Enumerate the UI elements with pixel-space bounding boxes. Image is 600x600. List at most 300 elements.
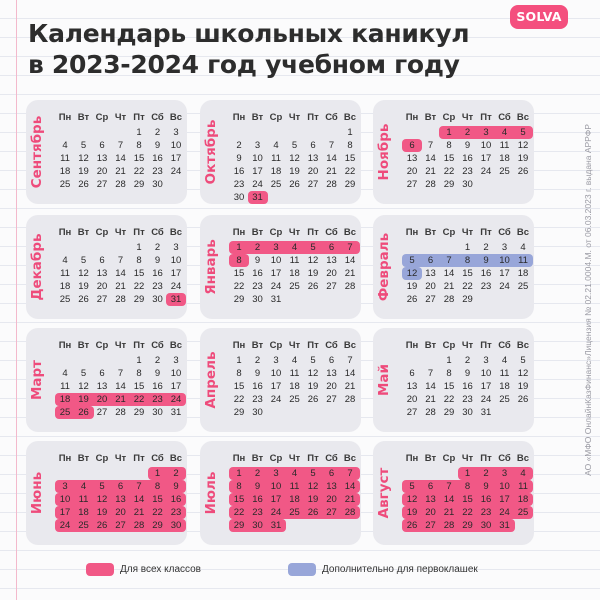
- day-cell: 23: [462, 394, 473, 405]
- day-cell: 22: [133, 281, 145, 292]
- day-cell: 6: [99, 368, 105, 379]
- day-cell: 31: [270, 520, 282, 531]
- weekday-header: Пт: [480, 227, 492, 238]
- month-card: [26, 215, 187, 319]
- weekday-header: Пн: [405, 112, 419, 123]
- day-cell: 14: [344, 368, 356, 379]
- month-card: [373, 100, 534, 204]
- month-card: [26, 100, 187, 204]
- day-cell: 15: [462, 268, 473, 279]
- day-cell: 14: [344, 255, 356, 266]
- day-cell: 20: [326, 494, 337, 505]
- day-cell: 8: [236, 481, 242, 492]
- weekday-header: Чт: [114, 112, 127, 123]
- day-cell: 6: [99, 255, 105, 266]
- day-cell: 19: [517, 381, 529, 392]
- day-cell: 25: [499, 394, 510, 405]
- day-cell: 8: [236, 368, 242, 379]
- day-cell: 21: [443, 281, 455, 292]
- day-cell: 16: [152, 268, 163, 279]
- day-cell: 22: [443, 166, 455, 177]
- day-cell: 13: [96, 268, 108, 279]
- month-name-label: Май: [376, 363, 392, 397]
- day-cell: 30: [252, 520, 263, 531]
- day-cell: 9: [154, 368, 161, 379]
- weekday-header: Вс: [516, 112, 530, 123]
- day-cell: 10: [499, 255, 510, 266]
- weekday-header: Вс: [169, 227, 183, 238]
- day-cell: 22: [344, 166, 356, 177]
- weekday-header: Чт: [114, 453, 127, 464]
- day-cell: 12: [307, 368, 319, 379]
- day-cell: 31: [170, 294, 182, 305]
- day-cell: 27: [326, 281, 337, 292]
- day-cell: 20: [96, 281, 108, 292]
- day-cell: 24: [270, 281, 282, 292]
- day-cell: 28: [443, 520, 455, 531]
- day-cell: 30: [480, 520, 492, 531]
- weekday-header: Пн: [58, 453, 72, 464]
- day-cell: 7: [117, 255, 124, 266]
- day-cell: 22: [462, 507, 473, 518]
- day-cell: 5: [99, 481, 105, 492]
- day-cell: 17: [270, 381, 282, 392]
- weekday-header: Вт: [77, 227, 90, 238]
- day-cell: 1: [236, 468, 242, 479]
- weekday-header: Вс: [516, 227, 530, 238]
- day-cell: 8: [446, 368, 452, 379]
- day-cell: 22: [462, 281, 473, 292]
- day-cell: 26: [96, 520, 108, 531]
- day-cell: 16: [252, 381, 263, 392]
- day-cell: 11: [78, 494, 89, 505]
- day-cell: 27: [96, 179, 108, 190]
- day-cell: 10: [59, 494, 71, 505]
- day-cell: 1: [464, 242, 471, 253]
- day-cell: 11: [60, 268, 70, 279]
- day-cell: 17: [170, 153, 182, 164]
- weekday-header: Пт: [133, 227, 145, 238]
- day-cell: 20: [326, 268, 337, 279]
- day-cell: 19: [307, 381, 319, 392]
- day-cell: 11: [289, 368, 300, 379]
- weekday-header: Пн: [58, 227, 72, 238]
- day-cell: 14: [425, 153, 436, 164]
- weekday-header: Ср: [269, 340, 283, 351]
- weekday-header: Пт: [480, 340, 492, 351]
- day-cell: 15: [443, 153, 455, 164]
- weekday-header: Ср: [95, 227, 109, 238]
- day-cell: 1: [347, 127, 353, 138]
- day-cell: 10: [270, 481, 282, 492]
- day-cell: 29: [233, 294, 245, 305]
- day-cell: 11: [289, 481, 300, 492]
- day-cell: 7: [136, 481, 142, 492]
- day-cell: 3: [173, 242, 179, 253]
- day-cell: 17: [59, 507, 71, 518]
- day-cell: 12: [78, 268, 89, 279]
- day-cell: 11: [499, 368, 510, 379]
- legend-pink-swatch: [86, 563, 114, 576]
- weekday-header: Ср: [269, 227, 283, 238]
- weekday-header: Вт: [251, 227, 264, 238]
- day-cell: 14: [344, 481, 356, 492]
- day-cell: 7: [328, 140, 335, 151]
- day-cell: 22: [443, 394, 455, 405]
- weekday-header: Пт: [307, 340, 319, 351]
- day-cell: 25: [289, 507, 300, 518]
- day-cell: 25: [289, 394, 300, 405]
- day-cell: 23: [233, 179, 245, 190]
- day-cell: 20: [326, 381, 337, 392]
- day-cell: 30: [252, 294, 263, 305]
- day-cell: 28: [425, 407, 436, 418]
- day-cell: 18: [59, 166, 71, 177]
- month-name-label: Март: [29, 359, 45, 401]
- legend-first-graders-label: Дополнительно для первоклашек: [322, 564, 478, 575]
- day-cell: 3: [273, 468, 279, 479]
- day-cell: 5: [520, 355, 526, 366]
- day-cell: 16: [152, 153, 163, 164]
- day-cell: 31: [499, 520, 510, 531]
- day-cell: 13: [96, 153, 108, 164]
- day-cell: 4: [273, 140, 279, 151]
- day-cell: 9: [483, 481, 489, 492]
- day-cell: 19: [307, 494, 319, 505]
- day-cell: 29: [133, 407, 145, 418]
- day-cell: 25: [517, 281, 529, 292]
- day-cell: 19: [78, 281, 89, 292]
- weekday-header: Чт: [114, 340, 127, 351]
- day-cell: 6: [328, 242, 335, 253]
- day-cell: 8: [136, 368, 142, 379]
- day-cell: 25: [59, 407, 71, 418]
- weekday-header: Сб: [151, 340, 164, 351]
- weekday-header: Сб: [325, 227, 338, 238]
- day-cell: 11: [60, 153, 70, 164]
- day-cell: 23: [252, 507, 263, 518]
- day-cell: 24: [59, 520, 71, 531]
- day-cell: 15: [462, 494, 473, 505]
- day-cell: 16: [233, 166, 245, 177]
- day-cell: 23: [480, 507, 492, 518]
- month-card: [373, 215, 534, 319]
- day-cell: 19: [78, 166, 89, 177]
- day-cell: 4: [62, 368, 68, 379]
- day-cell: 13: [96, 381, 108, 392]
- day-cell: 7: [427, 140, 434, 151]
- weekday-header: Ср: [442, 453, 456, 464]
- month-name-label: Декабрь: [29, 233, 45, 301]
- day-cell: 12: [406, 494, 418, 505]
- weekday-header: Чт: [288, 112, 301, 123]
- weekday-header: Вс: [516, 340, 530, 351]
- month-card: [26, 328, 187, 432]
- month-card: [200, 100, 361, 204]
- day-cell: 15: [133, 381, 145, 392]
- day-cell: 14: [133, 494, 145, 505]
- day-cell: 17: [170, 381, 182, 392]
- day-cell: 6: [328, 468, 335, 479]
- month-name-label: Февраль: [376, 232, 392, 302]
- day-cell: 8: [464, 481, 471, 492]
- weekday-header: Вт: [424, 227, 437, 238]
- day-cell: 9: [464, 368, 471, 379]
- day-cell: 4: [520, 468, 526, 479]
- weekday-header: Ср: [442, 112, 456, 123]
- day-cell: 14: [443, 268, 455, 279]
- day-cell: 23: [252, 281, 263, 292]
- day-cell: 30: [462, 179, 473, 190]
- day-cell: 20: [115, 507, 126, 518]
- day-cell: 29: [152, 520, 163, 531]
- day-cell: 4: [80, 481, 87, 492]
- weekday-header: Вт: [77, 340, 90, 351]
- day-cell: 5: [80, 368, 87, 379]
- month-name-label: Август: [376, 467, 392, 519]
- day-cell: 20: [307, 166, 319, 177]
- day-cell: 3: [254, 140, 261, 151]
- day-cell: 2: [464, 127, 471, 138]
- weekday-header: Пт: [133, 112, 145, 123]
- day-cell: 23: [170, 507, 182, 518]
- day-cell: 4: [62, 140, 68, 151]
- day-cell: 27: [115, 520, 126, 531]
- day-cell: 19: [307, 268, 319, 279]
- day-cell: 8: [136, 140, 142, 151]
- day-cell: 3: [273, 355, 279, 366]
- day-cell: 29: [462, 294, 473, 305]
- day-cell: 26: [406, 294, 418, 305]
- day-cell: 13: [425, 268, 436, 279]
- weekday-header: Сб: [498, 453, 511, 464]
- day-cell: 21: [344, 494, 356, 505]
- day-cell: 24: [499, 507, 510, 518]
- day-cell: 6: [427, 481, 434, 492]
- day-cell: 22: [152, 507, 163, 518]
- day-cell: 19: [406, 281, 418, 292]
- day-cell: 13: [406, 381, 418, 392]
- day-cell: 5: [291, 140, 298, 151]
- day-cell: 22: [233, 394, 245, 405]
- day-cell: 13: [115, 494, 126, 505]
- day-cell: 12: [78, 381, 89, 392]
- weekday-header: Пн: [232, 112, 246, 123]
- day-cell: 12: [307, 255, 319, 266]
- day-cell: 27: [307, 179, 319, 190]
- day-cell: 24: [170, 281, 182, 292]
- day-cell: 23: [480, 281, 492, 292]
- weekday-header: Вт: [424, 112, 437, 123]
- day-cell: 23: [252, 394, 263, 405]
- day-cell: 5: [409, 255, 415, 266]
- day-cell: 23: [152, 281, 163, 292]
- day-cell: 27: [96, 407, 108, 418]
- month-card: [373, 441, 534, 545]
- day-cell: 1: [236, 242, 242, 253]
- day-cell: 2: [254, 242, 261, 253]
- day-cell: 25: [289, 281, 300, 292]
- day-cell: 15: [133, 268, 145, 279]
- month-name-label: Октябрь: [203, 119, 219, 185]
- day-cell: 6: [310, 140, 316, 151]
- day-cell: 26: [307, 507, 319, 518]
- weekday-header: Вс: [169, 112, 183, 123]
- day-cell: 30: [252, 407, 263, 418]
- weekday-header: Вс: [343, 453, 357, 464]
- day-cell: 25: [499, 166, 510, 177]
- day-cell: 16: [480, 494, 492, 505]
- weekday-header: Пн: [232, 340, 246, 351]
- day-cell: 3: [273, 242, 279, 253]
- day-cell: 23: [152, 394, 163, 405]
- weekday-header: Пт: [133, 453, 145, 464]
- day-cell: 16: [152, 381, 163, 392]
- weekday-header: Вт: [424, 340, 437, 351]
- weekday-header: Вт: [251, 112, 264, 123]
- day-cell: 16: [480, 268, 492, 279]
- weekday-header: Вс: [169, 340, 183, 351]
- day-cell: 9: [254, 481, 261, 492]
- day-cell: 15: [443, 381, 455, 392]
- day-cell: 12: [406, 268, 418, 279]
- day-cell: 1: [446, 127, 452, 138]
- day-cell: 17: [499, 268, 510, 279]
- day-cell: 30: [152, 294, 163, 305]
- weekday-header: Чт: [288, 340, 301, 351]
- day-cell: 31: [170, 407, 182, 418]
- month-card: [200, 215, 361, 319]
- day-cell: 18: [289, 381, 300, 392]
- weekday-header: Чт: [288, 227, 301, 238]
- day-cell: 9: [464, 140, 471, 151]
- day-cell: 22: [133, 166, 145, 177]
- month-name-label: Сентябрь: [29, 115, 45, 189]
- day-cell: 27: [326, 394, 337, 405]
- day-cell: 24: [170, 166, 182, 177]
- weekday-header: Пн: [405, 227, 419, 238]
- day-cell: 5: [310, 355, 316, 366]
- day-cell: 14: [443, 494, 455, 505]
- page-title: [28, 18, 469, 80]
- day-cell: 8: [154, 481, 161, 492]
- month-name-label: Июль: [203, 471, 219, 515]
- day-cell: 11: [60, 381, 70, 392]
- day-cell: 28: [344, 281, 356, 292]
- weekday-header: Пн: [405, 340, 419, 351]
- day-cell: 24: [480, 394, 492, 405]
- day-cell: 17: [252, 166, 263, 177]
- day-cell: 2: [483, 468, 489, 479]
- day-cell: 26: [517, 166, 529, 177]
- day-cell: 19: [96, 507, 108, 518]
- day-cell: 15: [233, 494, 245, 505]
- weekday-header: Вс: [343, 340, 357, 351]
- day-cell: 3: [501, 242, 508, 253]
- day-cell: 27: [326, 507, 337, 518]
- day-cell: 7: [347, 242, 353, 253]
- weekday-header: Вс: [343, 227, 357, 238]
- day-cell: 16: [252, 268, 263, 279]
- weekday-header: Вт: [251, 453, 264, 464]
- day-cell: 19: [406, 507, 418, 518]
- day-cell: 29: [344, 179, 356, 190]
- weekday-header: Вс: [516, 453, 530, 464]
- weekday-header: Пн: [232, 453, 246, 464]
- day-cell: 27: [425, 294, 436, 305]
- day-cell: 1: [236, 355, 242, 366]
- day-cell: 3: [483, 355, 489, 366]
- day-cell: 30: [170, 520, 182, 531]
- day-cell: 8: [236, 255, 242, 266]
- day-cell: 14: [115, 381, 126, 392]
- day-cell: 7: [427, 368, 434, 379]
- day-cell: 8: [446, 140, 452, 151]
- weekday-header: Чт: [461, 453, 474, 464]
- day-cell: 18: [499, 153, 510, 164]
- day-cell: 25: [270, 179, 282, 190]
- day-cell: 10: [480, 140, 492, 151]
- day-cell: 6: [409, 368, 415, 379]
- day-cell: 10: [252, 153, 263, 164]
- day-cell: 5: [409, 481, 415, 492]
- day-cell: 8: [464, 255, 471, 266]
- legend-all-classes-label: Для всех классов: [120, 564, 201, 575]
- day-cell: 5: [520, 127, 526, 138]
- day-cell: 10: [270, 255, 282, 266]
- day-cell: 2: [154, 355, 161, 366]
- day-cell: 2: [483, 242, 489, 253]
- day-cell: 12: [517, 368, 529, 379]
- day-cell: 4: [291, 468, 298, 479]
- weekday-header: Ср: [442, 340, 456, 351]
- day-cell: 14: [425, 381, 436, 392]
- weekday-header: Чт: [461, 112, 474, 123]
- day-cell: 2: [236, 140, 242, 151]
- weekday-header: Пт: [480, 112, 492, 123]
- day-cell: 29: [233, 407, 245, 418]
- day-cell: 22: [233, 281, 245, 292]
- day-cell: 21: [344, 268, 356, 279]
- day-cell: 28: [115, 407, 126, 418]
- day-cell: 28: [115, 179, 126, 190]
- legend-purple-swatch: [288, 563, 316, 576]
- day-cell: 19: [78, 394, 89, 405]
- day-cell: 12: [96, 494, 108, 505]
- day-cell: 28: [344, 507, 356, 518]
- day-cell: 11: [518, 255, 528, 266]
- weekday-header: Ср: [442, 227, 456, 238]
- weekday-header: Вт: [77, 112, 90, 123]
- day-cell: 17: [270, 268, 282, 279]
- day-cell: 24: [270, 507, 282, 518]
- day-cell: 28: [115, 294, 126, 305]
- weekday-header: Пт: [133, 340, 145, 351]
- day-cell: 15: [133, 153, 145, 164]
- title-line-2: в 2023-2024 год учебном году: [28, 50, 460, 79]
- day-cell: 29: [133, 179, 145, 190]
- day-cell: 21: [443, 507, 455, 518]
- weekday-header: Пн: [58, 112, 72, 123]
- day-cell: 23: [152, 166, 163, 177]
- day-cell: 20: [425, 281, 436, 292]
- day-cell: 6: [117, 481, 124, 492]
- day-cell: 20: [96, 166, 108, 177]
- day-cell: 21: [425, 394, 436, 405]
- day-cell: 15: [152, 494, 163, 505]
- day-cell: 13: [326, 368, 337, 379]
- day-cell: 29: [233, 520, 245, 531]
